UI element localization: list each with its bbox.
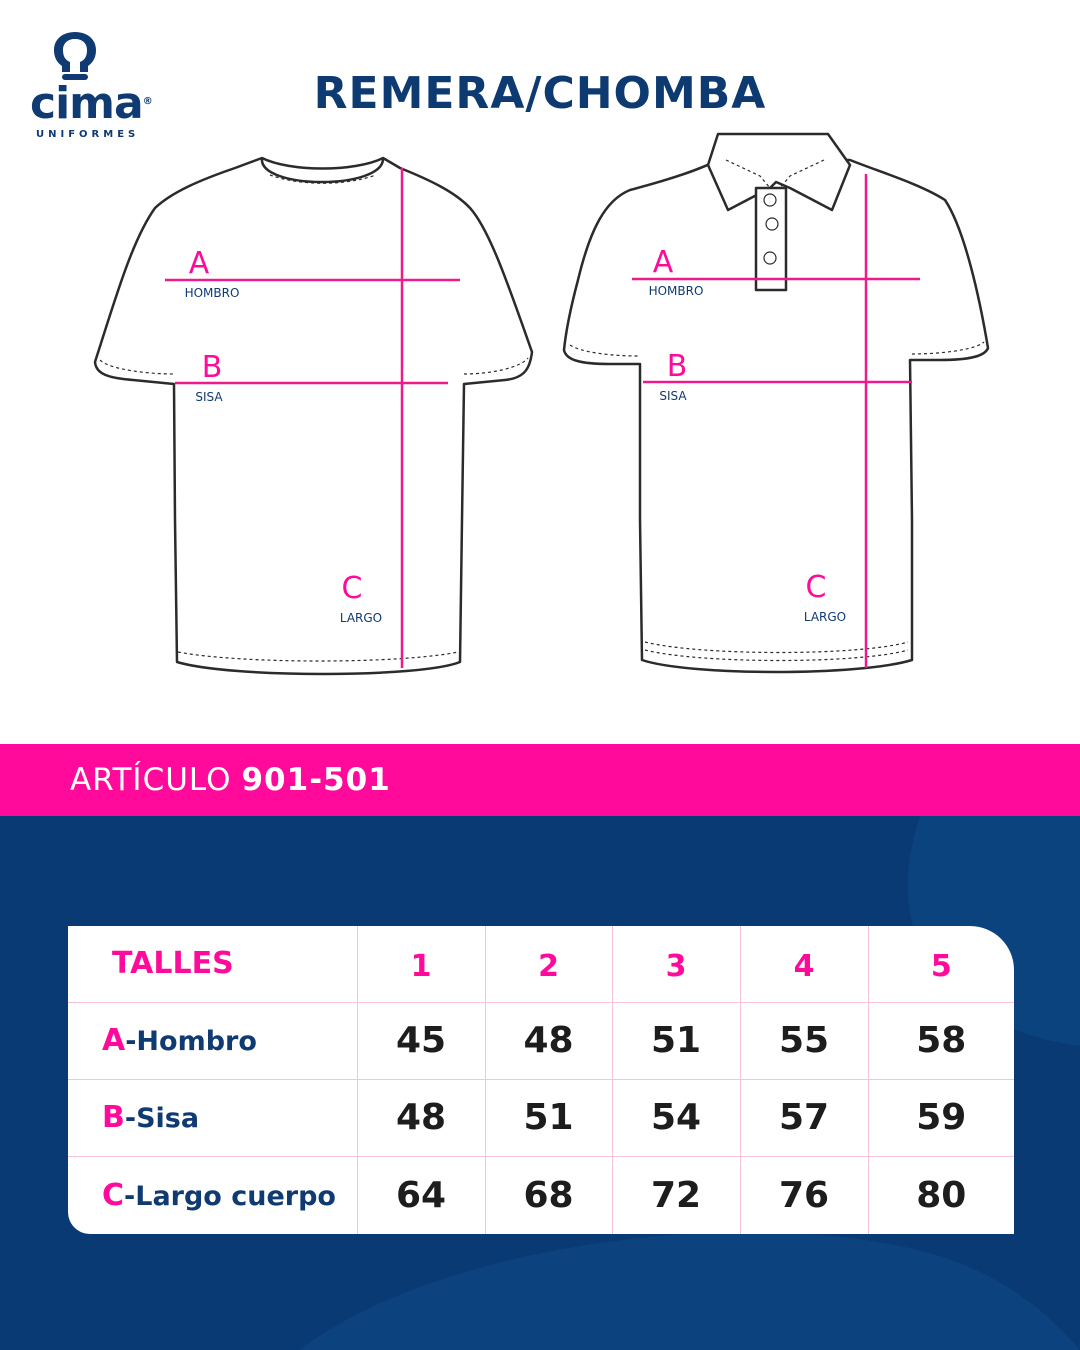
table-cell: 76 <box>740 1156 868 1234</box>
table-cell: 64 <box>357 1156 485 1234</box>
table-cell: 51 <box>485 1079 612 1156</box>
table-cell: 45 <box>357 1002 485 1079</box>
table-cell: 58 <box>868 1002 1014 1079</box>
chomba-caption-b: SISA <box>659 389 687 403</box>
garment-diagrams <box>0 120 1080 700</box>
table-cell: 51 <box>612 1002 740 1079</box>
table-cell: 55 <box>740 1002 868 1079</box>
size-header: 5 <box>868 926 1014 1002</box>
table-cell: 54 <box>612 1079 740 1156</box>
chomba-label-b: B <box>666 349 688 384</box>
size-header: 3 <box>612 926 740 1002</box>
remera-label-a: A <box>188 246 210 281</box>
article-code: 901-501 <box>241 762 391 798</box>
table-cell: 72 <box>612 1156 740 1234</box>
chomba-caption-c: LARGO <box>803 610 847 624</box>
row-label-largo: C-Largo cuerpo <box>68 1156 357 1234</box>
article-heading <box>70 762 391 798</box>
page-title: REMERA/CHOMBA <box>313 68 767 119</box>
size-table-card <box>68 926 1014 1234</box>
table-row <box>68 1002 1014 1079</box>
table-cell: 57 <box>740 1079 868 1156</box>
brand-subtitle: UNIFORMES <box>36 129 140 140</box>
article-label: ARTÍCULO <box>70 762 232 798</box>
row-label-hombro: A-Hombro <box>68 1002 357 1079</box>
size-header: 2 <box>485 926 612 1002</box>
table-cell: 68 <box>485 1156 612 1234</box>
chomba-label-c: C <box>805 570 827 605</box>
table-cell: 48 <box>357 1079 485 1156</box>
size-header: 1 <box>357 926 485 1002</box>
row-label-sisa: B-Sisa <box>68 1079 357 1156</box>
size-table <box>68 926 1014 1234</box>
remera-label-b: B <box>201 350 223 385</box>
remera-caption-a: HOMBRO <box>184 286 240 300</box>
remera-diagram <box>95 158 532 674</box>
talles-header: TALLES <box>68 926 357 1002</box>
table-row <box>68 1079 1014 1156</box>
size-header: 4 <box>740 926 868 1002</box>
remera-caption-b: SISA <box>195 390 223 404</box>
remera-caption-c: LARGO <box>339 611 383 625</box>
table-cell: 59 <box>868 1079 1014 1156</box>
remera-label-c: C <box>341 571 363 606</box>
table-cell: 48 <box>485 1002 612 1079</box>
table-row <box>68 1156 1014 1234</box>
brand-wordmark: cima® <box>30 78 152 129</box>
table-header-row <box>68 926 1014 1002</box>
chomba-caption-a: HOMBRO <box>648 284 704 298</box>
chomba-diagram <box>564 134 988 672</box>
chomba-label-a: A <box>652 245 674 280</box>
table-cell: 80 <box>868 1156 1014 1234</box>
